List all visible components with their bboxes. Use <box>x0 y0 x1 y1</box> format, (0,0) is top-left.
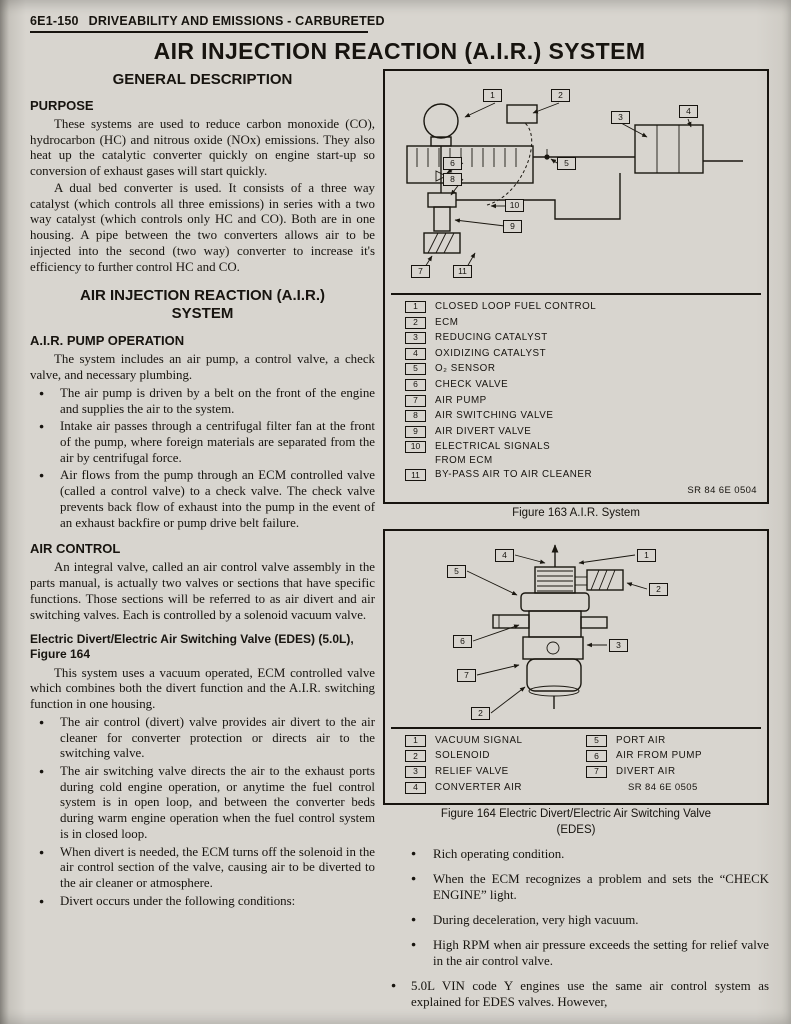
legend-num-box: 9 <box>405 426 426 438</box>
page-columns <box>30 69 769 1010</box>
legend-num-box: 1 <box>405 735 426 747</box>
legend-label: PORT AIR <box>616 734 666 746</box>
silencer-shape <box>424 233 460 253</box>
callout-box: 9 <box>503 220 522 233</box>
legend-num-box: 5 <box>405 363 426 375</box>
list-item: ● Intake air passes through a centrifugal filter fan at the front of the pump, where foreign materials are separated from the air by centrifugal force. <box>30 419 375 466</box>
edes-bullet-list <box>30 715 375 910</box>
edes-paragraph: This system uses a vacuum operated, ECM controlled valve which combines both the divert function and the A.I.R. switching function in one housing. <box>30 665 375 712</box>
legend-label: CHECK VALVE <box>435 378 509 390</box>
legend-column-right <box>576 735 757 797</box>
callout-box: 2 <box>471 707 490 720</box>
figure-164-drawing <box>395 537 757 723</box>
right-column <box>383 69 769 1010</box>
legend-item <box>405 735 576 747</box>
legend-label: VACUUM SIGNAL <box>435 734 523 746</box>
section-name: DRIVEABILITY AND EMISSIONS - CARBURETED <box>88 14 385 28</box>
legend-item <box>405 379 757 391</box>
legend-label: ECM <box>435 316 459 328</box>
callout-leaders <box>425 103 691 267</box>
general-description-heading: GENERAL DESCRIPTION <box>112 71 293 88</box>
figure-separator <box>391 727 761 729</box>
midbed-pipe-shape <box>456 173 620 219</box>
legend-item <box>405 426 757 438</box>
figure-164-code: SR 84 6E 0505 <box>628 781 698 793</box>
list-item: ● Rich operating condition. <box>407 846 769 862</box>
list-item: ● The air switching valve directs the air to the exhaust ports during cold engine operation, or anytime the fuel control system is in open loop, and between the converter beds during warm engine operation when the fuel control system is in closed loop. <box>30 764 375 843</box>
legend-item <box>405 469 757 481</box>
edes-heading: Electric Divert/Electric Air Switching Valve (EDES) (5.0L), Figure 164 <box>30 632 354 661</box>
legend-item <box>586 735 757 747</box>
page-title: AIR INJECTION REACTION (A.I.R.) SYSTEM <box>153 38 646 64</box>
o2-sensor-shape <box>544 149 549 160</box>
legend-num-box: 7 <box>586 766 607 778</box>
air-control-heading: AIR CONTROL <box>30 541 121 557</box>
diaphragm-housing-shape <box>521 593 589 611</box>
legend-label-line: FROM ECM <box>435 454 493 466</box>
callout-box: 7 <box>457 669 476 682</box>
callout-box: 8 <box>443 173 462 186</box>
figure-163-box <box>383 69 769 504</box>
legend-num-box: 4 <box>405 348 426 360</box>
legend-num-box: 10 <box>405 441 426 453</box>
callout-box: 2 <box>649 583 668 596</box>
legend-num-box: 1 <box>405 301 426 313</box>
legend-num-box: 3 <box>405 766 426 778</box>
legend-label: O₂ SENSOR <box>435 363 496 375</box>
relief-valve-shape <box>523 637 583 659</box>
figure-163-code: SR 84 6E 0504 <box>687 485 757 497</box>
legend-label: RELIEF VALVE <box>435 766 509 778</box>
callout-box: 4 <box>679 105 698 118</box>
legend-label: AIR SWITCHING VALVE <box>435 410 554 422</box>
list-item: ● High RPM when air pressure exceeds the setting for relief valve in the air control valve. <box>407 937 769 969</box>
callout-box: 5 <box>557 157 576 170</box>
figure-164-caption <box>383 808 769 838</box>
divert-conditions-list <box>407 846 769 969</box>
page-header <box>30 14 385 33</box>
list-item: ● When divert is needed, the ECM turns off the solenoid in the air control section of the valve, causing air to be diverted to the air cleaner or atmosphere. <box>30 845 375 892</box>
list-item: ● The air control (divert) valve provides air divert to the air cleaner for converter protection or directs air to the switching valve. <box>30 715 375 762</box>
legend-label: CONVERTER AIR <box>435 781 522 793</box>
caption-line: (EDES) <box>556 824 596 837</box>
legend-num-box: 4 <box>405 782 426 794</box>
legend-label-line: ELECTRICAL SIGNALS <box>435 441 551 453</box>
callout-box: 5 <box>447 565 466 578</box>
legend-label: OXIDIZING CATALYST <box>435 347 547 359</box>
legend-item <box>405 363 757 375</box>
inlet-pipe-shape <box>493 615 529 628</box>
legend-label: CLOSED LOOP FUEL CONTROL <box>435 301 597 312</box>
figure-164-legend <box>395 735 757 797</box>
figure-163-drawing <box>395 77 757 289</box>
legend-item <box>405 317 757 329</box>
callout-leaders <box>467 555 647 713</box>
callout-box: 6 <box>453 635 472 648</box>
legend-label: REDUCING CATALYST <box>435 332 548 344</box>
callout-box: 6 <box>443 157 462 170</box>
purpose-paragraph-2: A dual bed converter is used. It consists of a three way catalyst (which controls all three emissions) in series with a two way catalyst (which controls only HC and CO). Both are in one housing. A pipe between the two converters allows air to be injected into the second (two way) converter to increase it's efficiency to further control HC and CO. <box>30 180 375 274</box>
air-system-heading: AIR INJECTION REACTION (A.I.R.) SYSTEM <box>79 287 325 323</box>
legend-item <box>405 441 757 466</box>
pump-intro-paragraph: The system includes an air pump, a control valve, a check valve, and necessary plumbing. <box>30 352 375 383</box>
legend-label: BY-PASS AIR TO AIR CLEANER <box>435 469 593 481</box>
solenoid-shape <box>575 570 623 590</box>
legend-num-box: 7 <box>405 395 426 407</box>
legend-num-box: 3 <box>405 332 426 344</box>
spring-section-shape <box>535 567 575 593</box>
page-number: 6E1-150 <box>30 14 79 28</box>
air-pump-shape <box>424 104 458 146</box>
legend-item <box>586 750 757 762</box>
callout-box: 1 <box>637 549 656 562</box>
pump-operation-heading: A.I.R. PUMP OPERATION <box>30 333 185 349</box>
legend-num-box: 2 <box>405 317 426 329</box>
canister-shape <box>527 659 581 709</box>
legend-num-box: 6 <box>586 750 607 762</box>
valve-body-shape <box>529 611 581 637</box>
port-shape <box>581 617 607 628</box>
converter-shape <box>635 125 743 173</box>
purpose-heading: PURPOSE <box>30 98 94 113</box>
list-item: ● When the ECM recognizes a problem and sets the “CHECK ENGINE” light. <box>407 871 769 903</box>
legend-item <box>405 782 576 794</box>
legend-label: AIR PUMP <box>435 394 487 406</box>
callout-box: 2 <box>551 89 570 102</box>
caption-line: Figure 164 Electric Divert/Electric Air Switching Valve <box>440 808 712 821</box>
air-control-paragraph: An integral valve, called an air control valve assembly in the parts manual, is actually two valves or sections that have specific functions. Those sections will be referred to as air divert and air switching valves. Each is controlled by a solenoid vacuum valve. <box>30 560 375 622</box>
legend-item <box>405 301 757 313</box>
legend-item <box>586 766 757 778</box>
engine-block-shape <box>407 146 533 183</box>
pump-bullet-list <box>30 386 375 532</box>
legend-item <box>405 766 576 778</box>
callout-box: 3 <box>609 639 628 652</box>
callout-box: 10 <box>505 199 524 212</box>
legend-num-box: 8 <box>405 410 426 422</box>
legend-label: DIVERT AIR <box>616 766 676 778</box>
callout-box: 7 <box>411 265 430 278</box>
figure-163-caption: Figure 163 A.I.R. System <box>512 507 640 520</box>
legend-num-box: 5 <box>586 735 607 747</box>
legend-label: AIR DIVERT VALVE <box>435 425 532 437</box>
list-item: ● During deceleration, very high vacuum. <box>407 912 769 928</box>
figure-separator <box>391 293 761 295</box>
list-item: ● Air flows from the pump through an ECM controlled valve (called a control valve) to a check valve. The check valve prevents back flow of exhaust into the pump in the event of an exhaust backfire or pump drive belt failure. <box>30 468 375 531</box>
divert-switching-valve-shape <box>428 193 456 231</box>
callout-box: 1 <box>483 89 502 102</box>
figure-164-box <box>383 529 769 805</box>
legend-item <box>405 410 757 422</box>
legend-item <box>405 395 757 407</box>
left-column <box>30 69 375 1010</box>
legend-item <box>405 750 576 762</box>
list-item: ● The air pump is driven by a belt on the front of the engine and supplies the air to the system. <box>30 386 375 417</box>
legend-column-left <box>395 735 576 797</box>
legend-label <box>435 441 550 466</box>
purpose-paragraph-1: These systems are used to reduce carbon monoxide (CO), hydrocarbon (HC) and nitrous oxide (NOx) emissions. They also heat up the catalytic converter quickly on engine start-up so conversion of exhaust gases will start quickly. <box>30 117 375 179</box>
legend-label: AIR FROM PUMP <box>616 750 703 762</box>
ecm-shape <box>507 105 537 123</box>
callout-box: 11 <box>453 265 472 278</box>
callout-box: 4 <box>495 549 514 562</box>
legend-num-box: 11 <box>405 469 426 481</box>
legend-label: SOLENOID <box>435 750 491 762</box>
callout-box: 3 <box>611 111 630 124</box>
legend-num-box: 6 <box>405 379 426 391</box>
vin-code-note: ● 5.0L VIN code Y engines use the same air control system as explained for EDES valves. However, <box>389 978 769 1010</box>
legend-num-box: 2 <box>405 750 426 762</box>
legend-item <box>405 348 757 360</box>
list-item: ● Divert occurs under the following conditions: <box>30 894 375 910</box>
figure-163-legend <box>395 301 757 481</box>
legend-item <box>405 332 757 344</box>
